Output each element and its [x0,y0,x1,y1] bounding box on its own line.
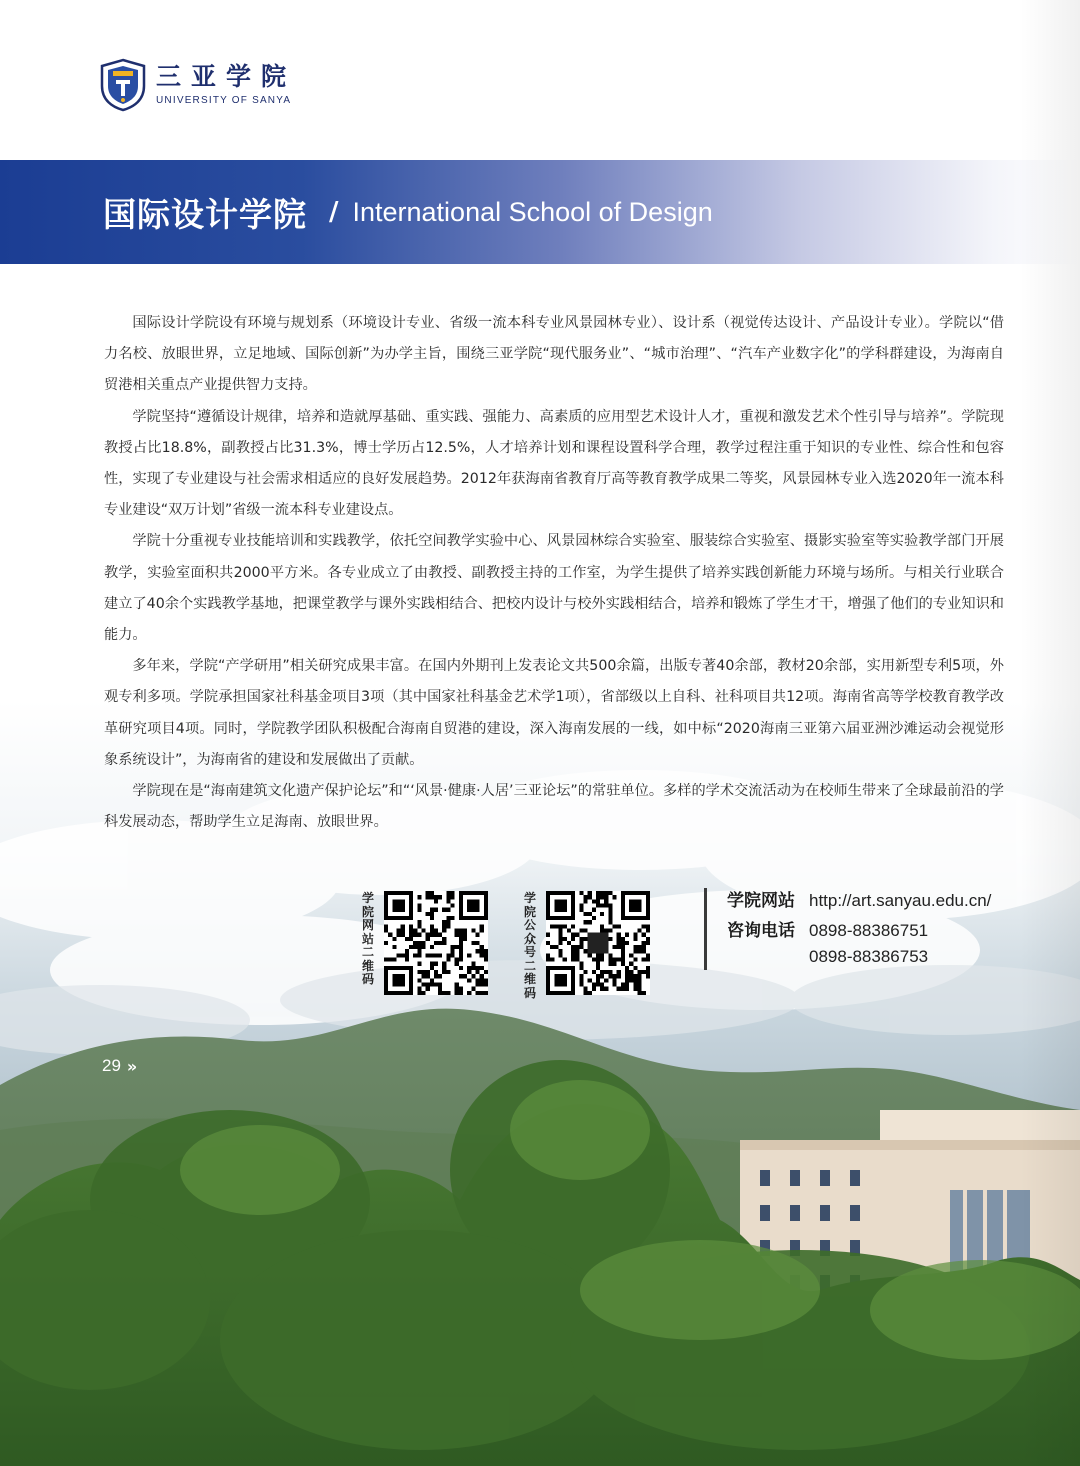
university-crest-icon [100,58,146,112]
body-text [104,308,1004,838]
banner-separator: / [329,197,339,227]
logo-name-en: UNIVERSITY OF SANYA [156,95,292,106]
paragraph: 国际设计学院设有环境与规划系（环境设计专业、省级一流本科专业风景园林专业）、设计系（视觉传达设计、产品设计专业）。学院以“借力名校、放眼世界，立足地域、国际创新”为办学主旨，围绕三亚学院“现代服务业”、“城市治理”、“汽车产业数字化”的学科群建设，为海南自贸港相关重点产业提供智力支持。 [104,315,1004,394]
section-banner [0,160,1080,264]
page-number-text: 29 [102,1056,121,1075]
banner-title-cn: 国际设计学院 [103,194,307,234]
phone-row [727,918,991,970]
wechat-qr-code[interactable] [546,891,650,995]
page-number [102,1056,137,1076]
paragraph: 多年来，学院“产学研用”相关研究成果丰富。在国内外期刊上发表论文共500余篇，出版专著40余部，教材20余部，实用新型专利5项，外观专利多项。学院承担国家社科基金项目3项（其中国家社科基金艺术学1项），省部级以上自科、社科项目共12项。海南省高等学校教育教学改革研究项目4项。同时，学院教学团队积极配合海南自贸港的建设，深入海南发展的一线，如中标“2020海南三亚第六届亚洲沙滩运动会视觉形象系统设计”，为海南省的建设和发展做出了贡献。 [104,658,1004,768]
website-label: 学院网站 [727,891,795,911]
website-link[interactable]: http://art.sanyau.edu.cn/ [809,891,992,910]
paragraph: 学院现在是“海南建筑文化遗产保护论坛”和“‘风景·健康·人居’三亚论坛”的常驻单位。多样的学术交流活动为在校师生带来了全球最前沿的学科发展动态，帮助学生立足海南、放眼世界。 [104,783,1004,831]
paragraph: 学院十分重视专业技能培训和实践教学，依托空间教学实验中心、风景园林综合实验室、服装综合实验室、摄影实验室等实验教学部门开展教学，实验室面积共2000平方米。各专业成立了由教授、副教授主持的工作室，为学生提供了培养实践创新能力环境与场所。与相关行业联合建立了40余个实践教学基地，把课堂教学与课外实践相结合、把校内设计与校外实践相结合，培养和锻炼了学生才干，增强了他们的专业知识和能力。 [104,533,1004,644]
logo-name-cn: 三亚学院 [156,62,297,91]
website-qr-code[interactable] [384,891,488,995]
qr-label-website: 学院网站二维码 [361,891,374,986]
banner-title-en: International School of Design [352,196,713,227]
paragraph: 学院坚持“遵循设计规律，培养和造就厚基础、重实践、强能力、高素质的应用型艺术设计人才，重视和激发艺术个性引导与培养”。学院现教授占比18.8%，副教授占比31.3%，博士学历占12.5%，人才培养计划和课程设置科学合理，教学过程注重于知识的专业性、综合性和包容性，实现了专业建设与社会需求相适应的良好发展趋势。2012年获海南省教育厅高等教育教学成果二等奖，风景园林专业入选2020年一流本科专业建设“双万计划”省级一流本科专业建设点。 [104,408,1004,519]
phone-number-2: 0898-88386753 [809,947,929,966]
qr-label-wechat: 学院公众号二维码 [523,891,536,1000]
phone-label: 咨询电话 [727,921,795,941]
phone-number-1: 0898-88386751 [809,921,929,940]
contact-info [704,888,991,970]
website-row [727,888,991,918]
university-logo [100,58,296,112]
double-chevron-right-icon: » [126,1056,138,1076]
